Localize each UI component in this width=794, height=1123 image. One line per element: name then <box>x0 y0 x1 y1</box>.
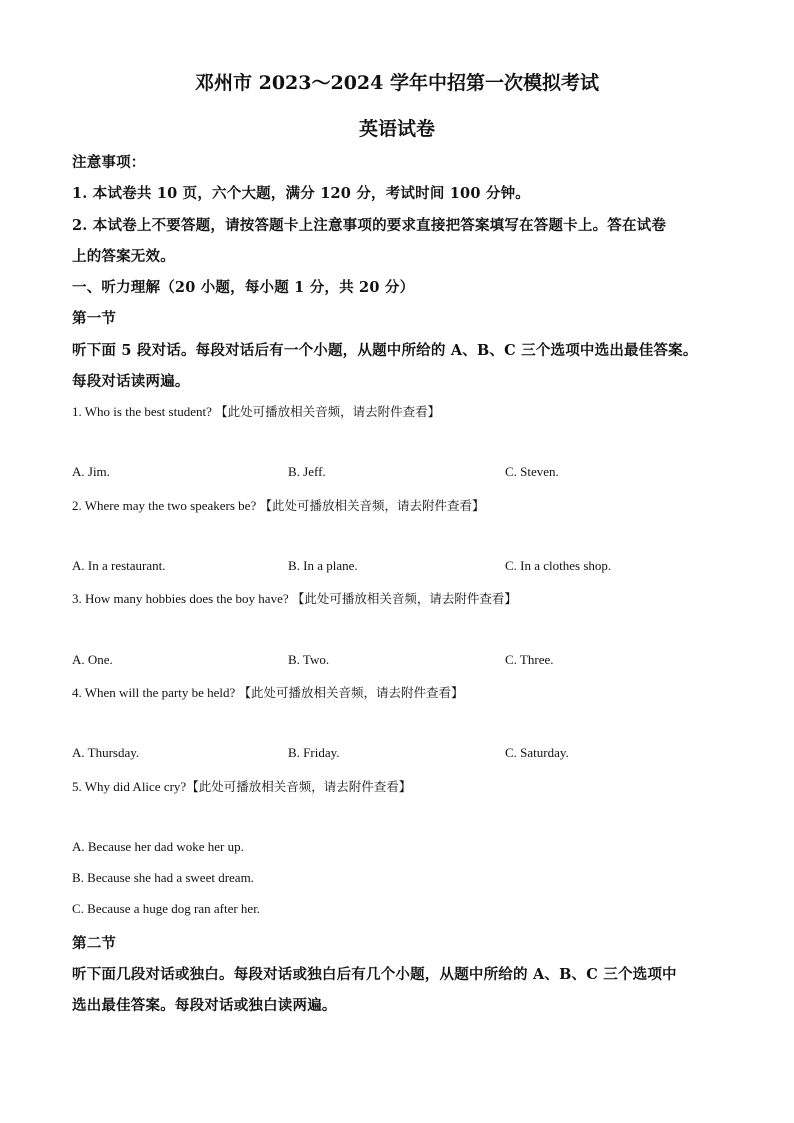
option-b: B. Friday. <box>288 745 340 760</box>
option-b: B. In a plane. <box>288 558 358 573</box>
audio-note[interactable]: 【此处可播放相关音频，请去附件查看】 <box>291 591 517 606</box>
question-2 <box>72 496 732 514</box>
audio-note[interactable]: 【此处可播放相关音频，请去附件查看】 <box>186 779 412 794</box>
option-c: C. Three. <box>505 652 554 667</box>
option-c: C. Saturday. <box>505 745 569 760</box>
part-2-heading: 第二节 <box>72 935 117 952</box>
question-3 <box>72 589 732 607</box>
notice-heading: 注意事项： <box>72 154 146 171</box>
option-a: A. One. <box>72 652 113 667</box>
part-1-instruction-line-2: 每段对话读两遍。 <box>72 373 190 390</box>
section-heading-listening: 一、听力理解（20 小题，每小题 1 分，共 20 分） <box>72 279 415 296</box>
audio-note[interactable]: 【此处可播放相关音频，请去附件查看】 <box>215 404 441 419</box>
exam-subtitle: 英语试卷 <box>358 118 435 140</box>
option-a: A. Because her dad woke her up. <box>72 839 244 854</box>
notice-item-2-line-1: 2. 本试卷上不要答题，请按答题卡上注意事项的要求直接把答案填写在答题卡上。答在试卷 <box>72 217 667 234</box>
question-5-text: 5. Why did Alice cry? <box>72 779 187 794</box>
question-1 <box>72 402 732 420</box>
question-1-text: 1. Who is the best student? <box>72 404 212 419</box>
part-1-heading: 第一节 <box>72 310 117 327</box>
audio-note[interactable]: 【此处可播放相关音频，请去附件查看】 <box>238 685 464 700</box>
option-a: A. In a restaurant. <box>72 558 166 573</box>
question-3-text: 3. How many hobbies does the boy have? <box>72 591 289 606</box>
option-b: B. Two. <box>288 652 330 667</box>
audio-note[interactable]: 【此处可播放相关音频，请去附件查看】 <box>259 498 485 513</box>
part-2-instruction-line-2: 选出最佳答案。每段对话或独白读两遍。 <box>72 997 337 1014</box>
option-b: B. Jeff. <box>288 464 326 479</box>
option-a: A. Jim. <box>72 464 110 479</box>
question-4-text: 4. When will the party be held? <box>72 685 236 700</box>
option-c: C. Steven. <box>505 464 559 479</box>
part-1-instruction-line-1: 听下面 5 段对话。每段对话后有一个小题，从题中所给的 A、B、C 三个选项中选出最佳答案。 <box>72 342 698 359</box>
notice-item-2-line-2: 上的答案无效。 <box>72 248 175 265</box>
option-c: C. Because a huge dog ran after her. <box>72 901 261 916</box>
question-5 <box>72 777 732 795</box>
option-b: B. Because she had a sweet dream. <box>72 870 254 885</box>
part-2-instruction-line-1: 听下面几段对话或独白。每段对话或独白后有几个小题，从题中所给的 A、B、C 三个选项中 <box>72 966 677 983</box>
exam-title: 邓州市 2023～2024 学年中招第一次模拟考试 <box>195 72 599 94</box>
option-a: A. Thursday. <box>72 745 140 760</box>
question-2-text: 2. Where may the two speakers be? <box>72 498 257 513</box>
question-4 <box>72 683 732 701</box>
option-c: C. In a clothes shop. <box>505 558 612 573</box>
notice-item-1: 1. 本试卷共 10 页，六个大题，满分 120 分，考试时间 100 分钟。 <box>72 185 530 202</box>
